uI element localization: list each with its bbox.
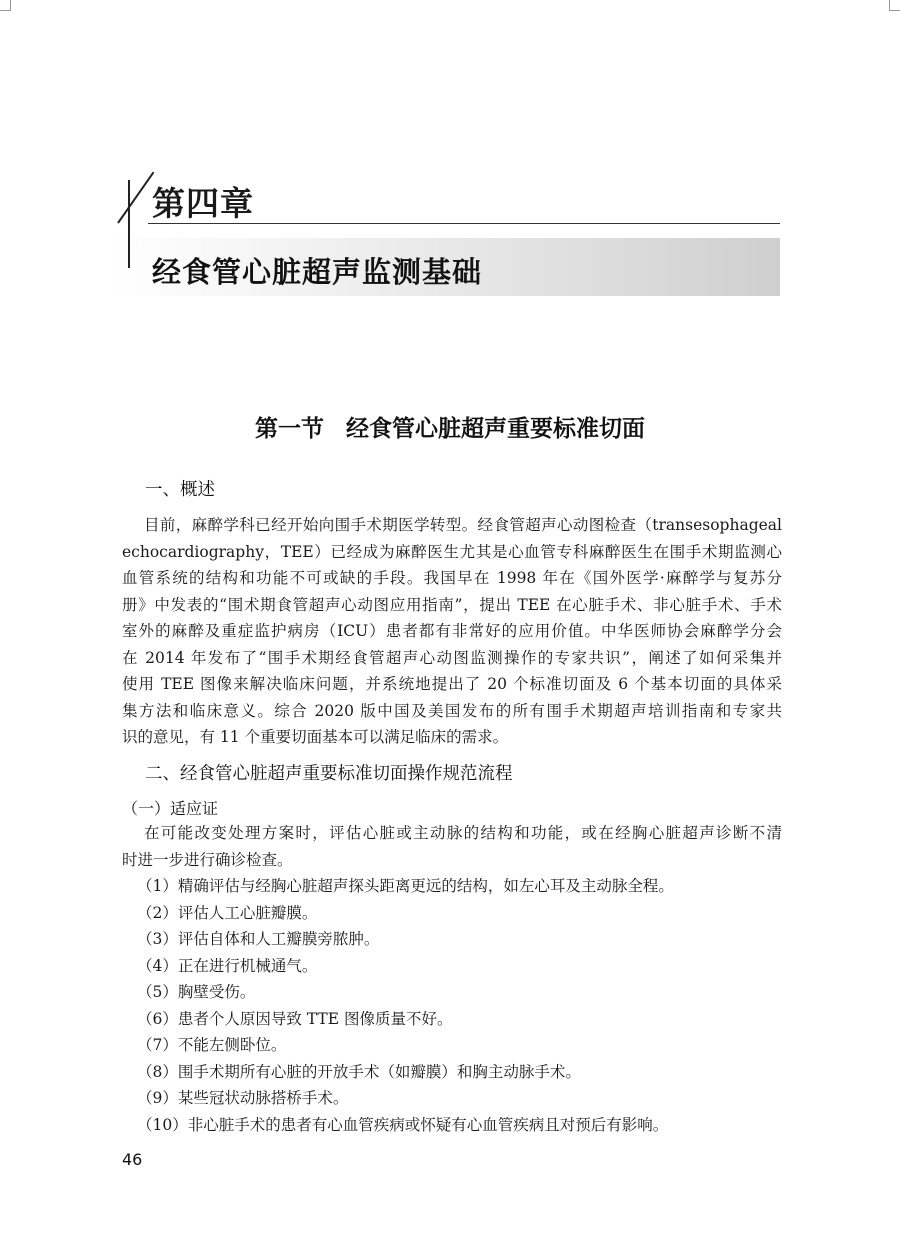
heading-procedure: 二、经食管心脏超声重要标准切面操作规范流程 [145, 764, 513, 784]
section-label: 第一节 [255, 415, 324, 442]
section-title-text: 经食管心脏超声重要标准切面 [346, 415, 645, 442]
crop-mark-top-right [889, 0, 900, 11]
list-item: （10）非心脏手术的患者有心血管疾病或怀疑有心血管疾病且对预后有影响。 [137, 1115, 669, 1134]
paragraph-line: 目前，麻醉学科已经开始向围手术期医学转型。经食管超声心动图检查（transesophageal [144, 516, 782, 534]
crop-mark-top-left [0, 0, 11, 11]
chapter-bracket-diagonal [117, 172, 154, 224]
paragraph-line: 血管系统的结构和功能不可或缺的手段。我国早在 1998 年在《国外医学·麻醉学与复苏分 [122, 569, 782, 587]
list-item: （9）某些冠状动脉搭桥手术。 [137, 1089, 349, 1107]
section-title [0, 410, 900, 443]
list-item: （1）精确评估与经胸心脏超声探头距离更远的结构，如左心耳及主动脉全程。 [137, 877, 674, 895]
paragraph-line: 时进一步进行确诊检查。 [122, 850, 293, 869]
list-item: （8）围手术期所有心脏的开放手术（如瓣膜）和胸主动脉手术。 [137, 1062, 581, 1081]
list-item: （7）不能左侧卧位。 [137, 1036, 287, 1054]
paragraph-line: echocardiography，TEE）已经成为麻醉医生尤其是心血管专科麻醉医生在围手术期监测心 [122, 542, 782, 561]
paragraph-line: 室外的麻醉及重症监护病房（ICU）患者都有非常好的应用价值。中华医师协会麻醉学分会 [122, 622, 782, 640]
chapter-number: 第四章 [152, 184, 254, 223]
heading-overview: 一、概述 [145, 480, 215, 500]
chapter-title: 经食管心脏超声监测基础 [152, 255, 483, 289]
list-item: （2）评估人工心脏瓣膜。 [137, 903, 318, 922]
indications-list [137, 873, 787, 1138]
paragraph-line: 识的意见，有 11 个重要切面基本可以满足临床的需求。 [122, 728, 509, 746]
list-item: （3）评估自体和人工瓣膜旁脓肿。 [137, 930, 380, 948]
list-item: （5）胸壁受伤。 [137, 983, 256, 1001]
paragraph-line: 在可能改变处理方案时，评估心脏或主动脉的结构和功能，或在经胸心脏超声诊断不清 [144, 824, 782, 842]
page-number: 46 [122, 1150, 143, 1169]
paragraph-line: 册》中发表的“围术期食管超声心动图应用指南”，提出 TEE 在心脏手术、非心脏手术、手术 [122, 595, 782, 614]
heading-indications: （一）适应证 [122, 799, 219, 818]
list-item: （4）正在进行机械通气。 [137, 956, 318, 975]
chapter-bracket-line [128, 180, 130, 268]
list-item: （6）患者个人原因导致 TTE 图像质量不好。 [137, 1009, 453, 1028]
paragraph-line: 使用 TEE 图像来解决临床问题，并系统地提出了 20 个标准切面及 6 个基本切面的具体采 [122, 675, 782, 693]
indications-intro [122, 820, 782, 873]
paragraph-line: 在 2014 年发布了“围手术期经食管超声心动图监测操作的专家共识”，阐述了如何采集并 [122, 648, 782, 667]
overview-paragraph [122, 512, 782, 751]
paragraph-line: 集方法和临床意义。综合 2020 版中国及美国发布的所有围手术期超声培训指南和专家共 [122, 701, 782, 720]
